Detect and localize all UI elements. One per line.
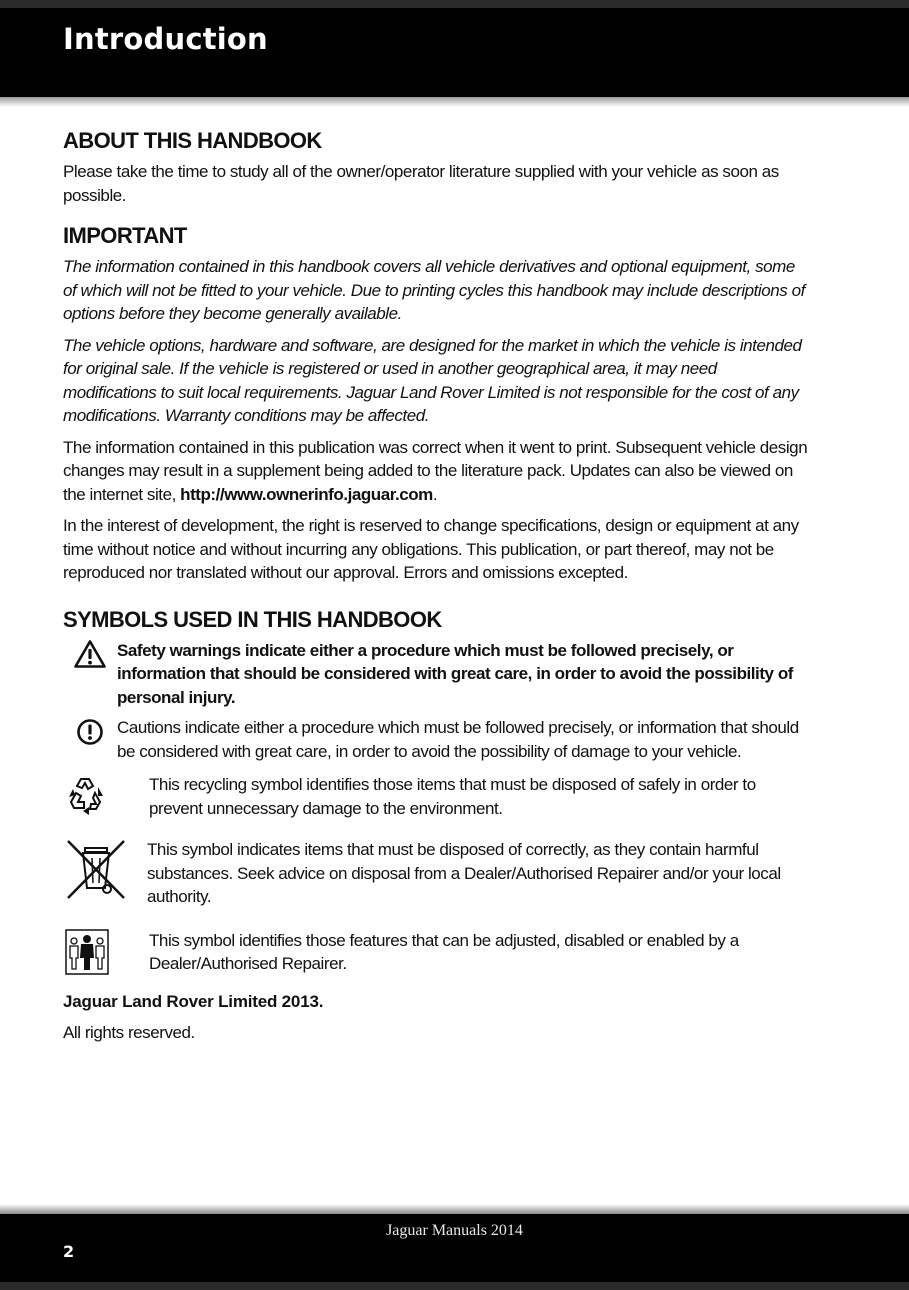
symbol-item-recycling <box>63 773 808 820</box>
dealer-repairer-icon <box>63 929 149 975</box>
recycling-symbol-text: This recycling symbol identifies those items that must be disposed of safely in order to prevent unnecessary damage to the environment. <box>149 775 756 818</box>
footer-bottom-line <box>0 1282 909 1290</box>
page-number: 2 <box>63 1242 75 1261</box>
symbols-section <box>63 607 808 976</box>
footer-bar <box>0 1214 909 1290</box>
about-section <box>63 128 808 207</box>
important-heading: IMPORTANT <box>63 223 187 248</box>
copyright-section <box>63 990 808 1045</box>
recycling-icon <box>63 773 149 817</box>
warning-triangle-icon <box>63 639 117 669</box>
important-italic-paragraph-2: The vehicle options, hardware and software, are designed for the market in which the vehicle is intended for original sale. If the vehicle is registered or used in another geographical area, it may need modifications to suit local requirements. Jaguar Land Rover Limited is not responsible for the cost of any modifications. Warranty conditions may be affected. <box>63 335 802 425</box>
symbols-heading: SYMBOLS USED IN THIS HANDBOOK <box>63 606 442 632</box>
caution-exclamation-icon <box>63 716 117 746</box>
content-body <box>63 128 808 1053</box>
copyright-company: Jaguar Land Rover Limited 2013. <box>63 991 324 1011</box>
important-paragraph-3 <box>63 436 808 507</box>
warning-symbol-text: Safety warnings indicate either a procedure which must be followed precisely, or information that should be considered with great care, in order to avoid the possibility of personal injury. <box>117 640 793 707</box>
page-title: Introduction <box>63 22 268 56</box>
important-section <box>63 223 808 585</box>
symbol-item-caution <box>63 716 808 763</box>
header-shadow <box>0 97 909 107</box>
symbol-item-warning <box>63 639 808 710</box>
crossed-bin-icon <box>63 838 147 902</box>
copyright-rights: All rights reserved. <box>63 1023 195 1042</box>
dealer-symbol-text: This symbol identifies those features that can be adjusted, disabled or enabled by a Dealer/Authorised Repairer. <box>149 930 739 973</box>
important-paragraph-4: In the interest of development, the right is reserved to change specifications, design or equipment at any time without notice and without incurring any obligations. This publication, or part thereof, may not be reproduced nor translated without our approval. Errors and omissions excepted. <box>63 516 799 582</box>
caution-symbol-text: Cautions indicate either a procedure which must be followed precisely, or information that should be considered with great care, in order to avoid the possibility of damage to your vehicle. <box>117 718 799 761</box>
disposal-symbol-text: This symbol indicates items that must be disposed of correctly, as they contain harmful substances. Seek advice on disposal from a Dealer/Authorised Repairer and/or your local authority. <box>147 840 781 906</box>
header-top-line <box>0 0 909 8</box>
header-bar <box>0 0 909 97</box>
footer-shadow <box>0 1204 909 1214</box>
important-italic-paragraph-1: The information contained in this handbook covers all vehicle derivatives and optional equipment, some of which will not be fitted to your vehicle. Due to printing cycles this handbook may include descriptions of options before they become generally available. <box>63 257 805 323</box>
paragraph-3-text: The information contained in this publication was correct when it went to print. Subsequent vehicle design changes may result in a supplement being added to the literature pack. Updates can also be viewed on the internet site, <box>63 437 808 504</box>
about-text: Please take the time to study all of the owner/operator literature supplied with your vehicle as soon as possible. <box>63 162 779 205</box>
ownerinfo-link[interactable]: http://www.ownerinfo.jaguar.com <box>180 484 433 504</box>
symbol-item-disposal <box>63 838 808 909</box>
paragraph-3-end: . <box>432 484 438 504</box>
about-heading: ABOUT THIS HANDBOOK <box>63 128 322 153</box>
symbol-item-dealer <box>63 929 808 976</box>
footer-watermark: Jaguar Manuals 2014 <box>386 1222 523 1239</box>
